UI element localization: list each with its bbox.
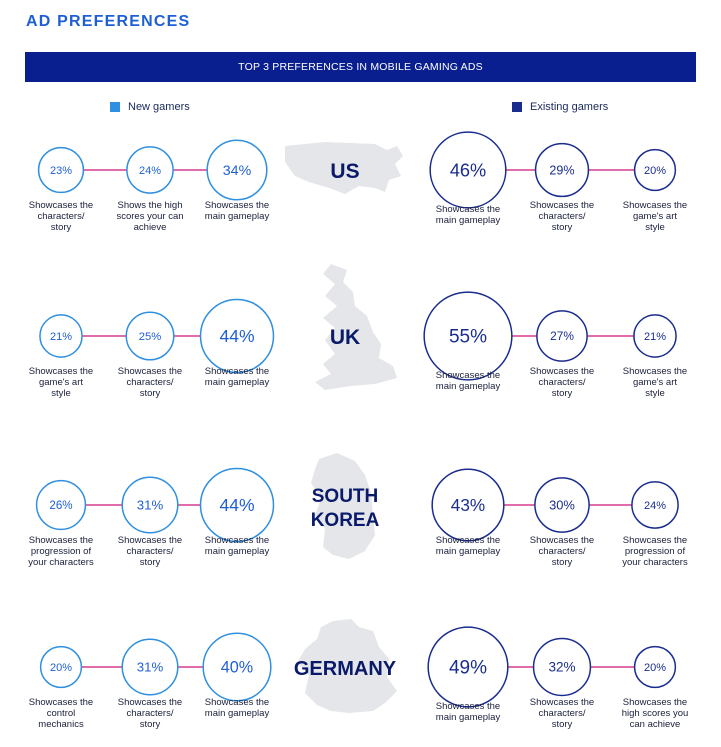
new-category-label: Showcases the <box>28 366 94 377</box>
new-category-label: style <box>51 388 71 399</box>
new-bubble-value: 20% <box>49 661 73 674</box>
existing-bubble-value: 27% <box>550 329 574 344</box>
new-category-label: achieve <box>133 222 167 233</box>
existing-bubble-value: 30% <box>549 497 575 513</box>
existing-category-label: Showcases the <box>435 204 501 215</box>
existing-bubble-value: 21% <box>643 330 667 343</box>
new-category-label: Showcases the <box>117 535 183 546</box>
existing-category-label: characters/ <box>538 708 586 719</box>
country-label: KOREA <box>310 510 380 531</box>
existing-category-label: game's art <box>632 377 678 388</box>
new-category-label: game's art <box>38 377 84 388</box>
new-category-label: control <box>46 708 76 719</box>
country-label: US <box>330 160 360 183</box>
legend-label-new: New gamers <box>128 101 190 113</box>
page-title: AD PREFERENCES <box>26 13 191 30</box>
new-category-label: your characters <box>28 557 94 568</box>
existing-bubble-value: 55% <box>448 326 488 348</box>
new-bubble-value: 40% <box>220 658 254 677</box>
new-category-label: Showcases the <box>28 535 94 546</box>
new-bubble-value: 44% <box>219 495 255 516</box>
existing-category-label: Showcases the <box>435 701 501 712</box>
existing-category-label: Showcases the <box>529 366 595 377</box>
new-category-label: story <box>139 557 161 568</box>
new-category-label: Showcases the <box>204 535 270 546</box>
new-bubble-value: 24% <box>138 164 162 177</box>
new-category-label: story <box>139 719 161 730</box>
existing-category-label: characters/ <box>538 377 586 388</box>
existing-bubble-value: 20% <box>643 164 667 177</box>
new-category-label: Showcases the <box>117 697 183 708</box>
new-bubble-value: 23% <box>49 164 73 177</box>
existing-category-label: Showcases the <box>529 697 595 708</box>
country-label: SOUTH <box>311 486 379 507</box>
new-category-label: characters/ <box>126 377 174 388</box>
existing-category-label: main gameplay <box>435 215 501 226</box>
existing-category-label: main gameplay <box>435 546 501 557</box>
new-category-label: main gameplay <box>204 211 270 222</box>
existing-category-label: Showcases the <box>529 535 595 546</box>
country-label: UK <box>329 326 361 349</box>
existing-bubble-value: 46% <box>449 160 487 181</box>
new-category-label: main gameplay <box>204 708 270 719</box>
existing-bubble-value: 20% <box>643 661 667 674</box>
existing-bubble-value: 24% <box>643 499 667 512</box>
new-category-label: main gameplay <box>204 546 270 557</box>
existing-category-label: style <box>645 388 665 399</box>
existing-category-label: high scores you <box>621 708 689 719</box>
legend-label-existing: Existing gamers <box>530 101 609 113</box>
existing-category-label: Showcases the <box>622 200 688 211</box>
new-category-label: progression of <box>30 546 92 557</box>
existing-bubble-value: 29% <box>549 163 575 178</box>
existing-category-label: story <box>551 222 573 233</box>
new-category-label: Showcases the <box>117 366 183 377</box>
new-category-label: Showcases the <box>28 697 94 708</box>
new-bubble-value: 21% <box>49 330 73 343</box>
new-category-label: characters/ <box>37 211 85 222</box>
new-category-label: Showcases the <box>28 200 94 211</box>
new-category-label: mechanics <box>38 719 84 730</box>
existing-category-label: Showcases the <box>622 697 688 708</box>
new-bubble-value: 31% <box>136 497 164 513</box>
new-bubble-value: 26% <box>49 500 73 513</box>
new-category-label: characters/ <box>126 708 174 719</box>
existing-category-label: Showcases the <box>529 200 595 211</box>
existing-category-label: main gameplay <box>435 381 501 392</box>
new-category-label: characters/ <box>126 546 174 557</box>
country-label: GERMANY <box>293 658 397 680</box>
existing-category-label: your characters <box>622 557 688 568</box>
existing-category-label: game's art <box>632 211 678 222</box>
existing-category-label: Showcases the <box>622 535 688 546</box>
chart-banner: TOP 3 PREFERENCES IN MOBILE GAMING ADS <box>25 52 696 82</box>
new-category-label: Showcases the <box>204 200 270 211</box>
existing-bubble-value: 43% <box>450 495 486 516</box>
new-category-label: Showcases the <box>204 366 270 377</box>
existing-category-label: main gameplay <box>435 712 501 723</box>
existing-category-label: story <box>551 388 573 399</box>
new-category-label: story <box>50 222 72 233</box>
existing-category-label: Showcases the <box>435 535 501 546</box>
new-category-label: main gameplay <box>204 377 270 388</box>
existing-category-label: characters/ <box>538 546 586 557</box>
new-category-label: scores your can <box>116 211 184 222</box>
existing-category-label: characters/ <box>538 211 586 222</box>
new-category-label: Showcases the <box>204 697 270 708</box>
existing-category-label: style <box>645 222 665 233</box>
new-bubble-value: 34% <box>222 162 252 179</box>
existing-bubble-value: 32% <box>548 659 576 675</box>
new-bubble-value: 25% <box>138 330 162 343</box>
existing-bubble-value: 49% <box>448 657 488 679</box>
existing-category-label: Showcases the <box>622 366 688 377</box>
existing-category-label: Showcases the <box>435 370 501 381</box>
new-category-label: Shows the high <box>117 200 183 211</box>
new-bubble-value: 31% <box>136 659 164 675</box>
existing-category-label: story <box>551 557 573 568</box>
new-bubble-value: 44% <box>219 326 255 347</box>
existing-category-label: progression of <box>624 546 686 557</box>
existing-category-label: story <box>551 719 573 730</box>
existing-category-label: can achieve <box>629 719 681 730</box>
new-category-label: story <box>139 388 161 399</box>
